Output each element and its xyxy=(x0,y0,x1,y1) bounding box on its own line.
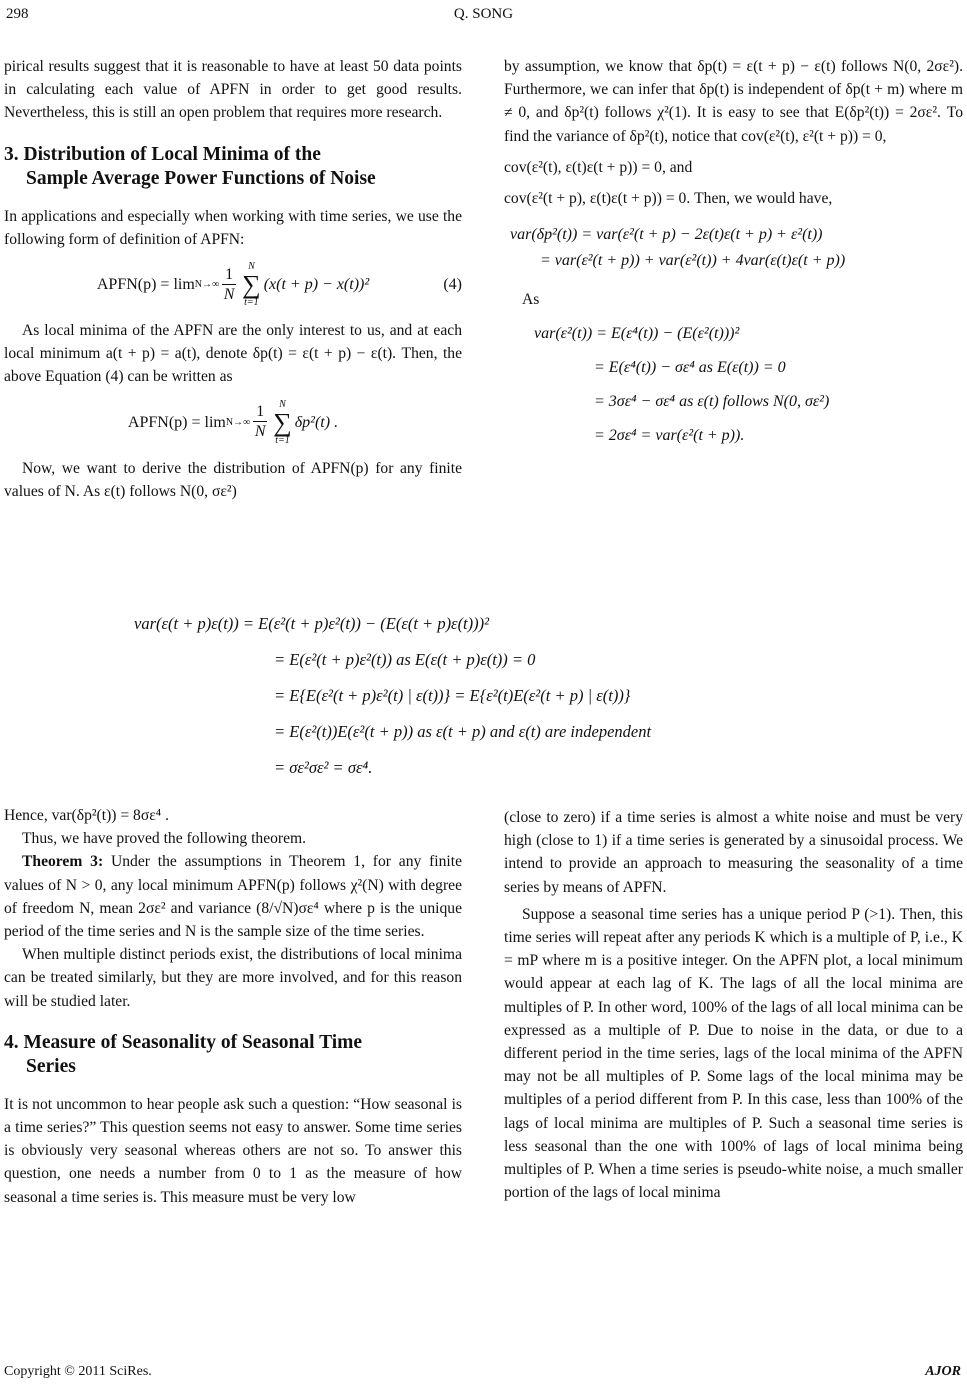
equation-lhs: APFN(p) = lim xyxy=(96,276,195,294)
equation-line: = 3σε⁴ − σε⁴ as ε(t) follows N(0, σε²) xyxy=(594,393,830,411)
fraction-numerator: 1 xyxy=(253,403,267,422)
as-derivation xyxy=(504,317,963,453)
paragraph: cov(ε²(t), ε(t)ε(t + p)) = 0, and xyxy=(504,158,693,176)
theorem-3 xyxy=(4,850,462,943)
heading-line: Sample Average Power Functions of Noise xyxy=(26,167,376,189)
equation-line: var(δp²(t)) = var(ε²(t + p) − 2ε(t)ε(t + p) + ε²(t)) xyxy=(510,226,823,244)
limit-subscript: N→∞ xyxy=(225,417,251,429)
paragraph: Hence, var(δp²(t)) = 8σε⁴ . xyxy=(4,807,170,824)
equation-line: = 2σε⁴ = var(ε²(t + p)). xyxy=(594,427,745,445)
page-number: 298 xyxy=(6,6,29,22)
equation-line: = E(ε⁴(t)) − σε⁴ as E(ε(t)) = 0 xyxy=(594,359,786,377)
equation-lhs: APFN(p) = lim xyxy=(127,414,226,432)
left-column xyxy=(4,55,462,503)
running-header-author: Q. SONG xyxy=(453,6,514,22)
footer-journal: AJOR xyxy=(925,1364,961,1379)
paragraph: pirical results suggest that it is reasonable to have at least 50 data points in calculating each value of APFN in order to get good results. Nevertheless, this is still an open problem that requires more research. xyxy=(4,58,462,122)
equation-line: = E{E(ε²(t + p)ε²(t) | ε(t))} = E{ε²(t)E(ε²(t + p) | ε(t))} xyxy=(274,686,631,705)
paragraph: Now, we want to derive the distribution of APFN(p) for any finite values of N. As ε(t) follows N(0, σε²) xyxy=(4,459,462,500)
theorem-title: Theorem 3: xyxy=(22,853,104,871)
paragraph: by assumption, we know that δp(t) = ε(t + p) − ε(t) follows N(0, 2σε²). Furthermore, we can infer that δp(t) is independent of δp(t + m) where m ≠ 0, and δp²(t) follows χ²(1). It is easy to see that E(δp²(t)) = 2σε². To find the variance of δp²(t), notice that cov(ε²(t), ε²(t + p)) = 0, xyxy=(504,58,963,145)
summation: N ∑ t=1 xyxy=(242,261,261,309)
fraction xyxy=(253,403,267,442)
equation-line: var(ε²(t)) = E(ε⁴(t)) − (E(ε²(t)))² xyxy=(534,325,740,343)
equation-body: δp²(t) . xyxy=(294,414,339,432)
paragraph: When multiple distinct periods exist, the distributions of local minima can be treated similarly, but they are more involved, and for this reason will be studied later. xyxy=(4,946,462,1010)
equation-body: (x(t + p) − x(t))² xyxy=(263,276,370,294)
equation-line: = E(ε²(t))E(ε²(t + p)) as ε(t + p) and ε(t) are independent xyxy=(274,722,652,741)
sum-lower: t=1 xyxy=(244,297,259,309)
summation: N ∑ t=1 xyxy=(273,398,292,446)
equation-line: = E(ε²(t + p)ε²(t)) as E(ε(t + p)ε(t)) = 0 xyxy=(274,650,536,669)
variance-derivation xyxy=(504,222,963,274)
heading-line: 3. Distribution of Local Minima of the xyxy=(4,143,321,165)
heading-line: 4. Measure of Seasonality of Seasonal Time xyxy=(4,1031,363,1053)
left-column-lower xyxy=(4,804,462,1209)
fraction xyxy=(222,266,236,305)
paragraph: Suppose a seasonal time series has a unique period P (>1). Then, this time series will repeat after any periods K which is a multiple of P, i.e., K = mP where m is a positive integer. On the APFN plot, a local minimum would appear at each lag of K. The lags of all the local minima are multiples of P. In other word, 100% of the lags of all local minima can be expressed as a multiple of P. Due to noise in the data, or due to a different period in the time series, lags of the local minima of the APFN may not be all multiples of P. Some lags of the local minima may be multiples of a period different from P. In this case, less than 100% of the lags of local minima are multiples of P. Such a seasonal time series is less seasonal than the one with 100% of lags of local minima being multiples of P. When a time series is pseudo-white noise, a much smaller portion of the lags of local minima xyxy=(504,905,963,1202)
equation-line: var(ε(t + p)ε(t)) = E(ε²(t + p)ε²(t)) − (E(ε(t + p)ε(t)))² xyxy=(134,614,490,633)
equation-line: = σε²σε² = σε⁴. xyxy=(274,758,373,777)
limit-subscript: N→∞ xyxy=(194,279,220,291)
fraction-numerator: 1 xyxy=(222,266,236,285)
paragraph: As local minima of the APFN are the only interest to us, and at each local minimum a(t + p) = a(t), denote δp(t) = ε(t + p) − ε(t). Then, the above Equation (4) can be written as xyxy=(4,322,462,386)
section-heading-4 xyxy=(4,1031,462,1079)
paragraph: (close to zero) if a time series is almost a white noise and must be very high (close to 1) if a time series is generated by a sinusoidal process. We intend to provide an approach to measuring the seasonality of a time series by means of APFN. xyxy=(504,809,963,896)
section-heading-3 xyxy=(4,143,462,191)
sum-upper: N xyxy=(248,261,255,273)
footer-copyright: Copyright © 2011 SciRes. xyxy=(4,1364,152,1379)
equation-4 xyxy=(4,261,462,309)
paragraph-label: As xyxy=(522,291,540,309)
paragraph: cov(ε²(t + p), ε(t)ε(t + p)) = 0. Then, we would have, xyxy=(504,190,833,208)
equation-apfn-delta xyxy=(4,399,462,447)
right-column xyxy=(504,55,963,453)
paragraph: In applications and especially when working with time series, we use the following form of definition of APFN: xyxy=(4,207,462,248)
right-column-lower xyxy=(504,806,963,1204)
equation-number: (4) xyxy=(443,276,462,294)
fraction-denominator: N xyxy=(254,423,266,441)
sum-upper: N xyxy=(279,398,286,410)
fraction-denominator: N xyxy=(223,285,235,303)
equation-line: = var(ε²(t + p)) + var(ε²(t)) + 4var(ε(t)ε(t + p)) xyxy=(540,252,846,270)
full-width-derivation xyxy=(134,606,651,786)
sum-lower: t=1 xyxy=(275,434,290,446)
paragraph: Thus, we have proved the following theorem. xyxy=(22,830,307,848)
heading-line: Series xyxy=(26,1055,76,1077)
theorem-body: Under the assumptions in Theorem 1, for any finite values of N > 0, any local minimum APFN(p) follows χ²(N) with degree of freedom N, mean 2σε² and variance (8/√N)σε⁴ where p is the unique period of the time series and N is the sample size of the time series. xyxy=(4,853,463,941)
paragraph: It is not uncommon to hear people ask such a question: “How seasonal is a time series?” This question seems not easy to answer. Some time series is obviously very seasonal whereas others are not so. To answer this question, one needs a number from 0 to 1 as the measure of how seasonal a time series is. This measure must be very low xyxy=(4,1095,462,1206)
